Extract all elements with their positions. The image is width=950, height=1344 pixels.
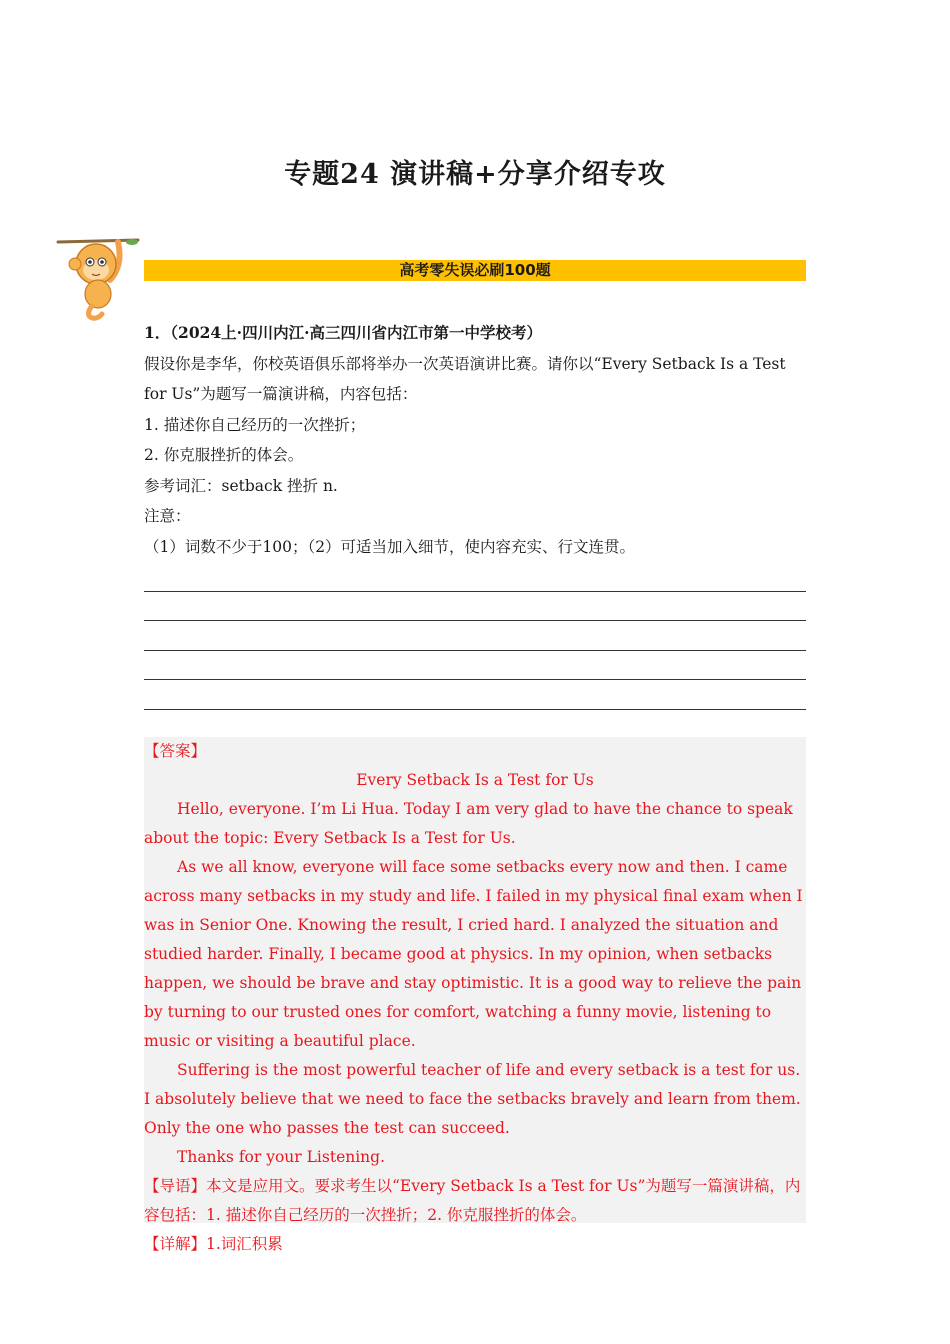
question-line: 假设你是李华，你校英语俱乐部将举办一次英语演讲比赛。请你以“Every Setback Is a Test for Us”为题写一篇演讲稿，内容包括：	[144, 354, 786, 403]
essay-paragraph: Hello, everyone. I’m Li Hua. Today I am very glad to have the chance to speak about the topic: Every Setback Is a Test for Us.	[144, 800, 793, 847]
page-title: 专题24 演讲稿+分享介绍专攻	[284, 159, 666, 190]
writing-line	[144, 651, 806, 681]
essay-paragraph: Thanks for your Listening.	[177, 1148, 386, 1166]
question-line: 参考词汇：setback 挫折 n.	[144, 476, 338, 495]
answer-writing-lines	[144, 562, 806, 739]
question-line: 注意：	[144, 507, 191, 525]
guide-text: 【导语】本文是应用文。要求考生以“Every Setback Is a Test for Us”为题写一篇演讲稿，内容包括：1. 描述你自己经历的一次挫折；2. 你克服挫折的体会。	[144, 1177, 801, 1224]
question-line: 2. 你克服挫折的体会。	[144, 446, 304, 464]
section-banner: 高考零失误必刷100题	[144, 260, 806, 281]
writing-line	[144, 710, 772, 740]
writing-line	[144, 592, 806, 622]
question-block	[144, 318, 806, 739]
answer-box	[144, 737, 806, 1253]
detail-text: 【详解】1.词汇积累	[144, 1235, 283, 1253]
answer-label: 【答案】	[144, 742, 207, 760]
writing-line	[144, 621, 806, 651]
essay-title: Every Setback Is a Test for Us	[356, 771, 594, 789]
question-line: 1. 描述你自己经历的一次挫折；	[144, 415, 366, 434]
question-line: （1）词数不少于100；（2）可适当加入细节，使内容充实、行文连贯。	[144, 537, 636, 556]
writing-line	[144, 562, 806, 592]
essay-paragraph: Suffering is the most powerful teacher of life and every setback is a test for us. I absolutely believe that we need to face the setbacks bravely and learn from them. Only the one who passes the test can succeed.	[144, 1061, 801, 1137]
question-header: 1．（2024上·四川内江·高三四川省内江市第一中学校考）	[144, 323, 542, 342]
essay-paragraph: As we all know, everyone will face some setbacks every now and then. I came across many setbacks in my study and life. I failed in my physical final exam when I was in Senior One. Knowing the result, I cried hard. I analyzed the situation and studied harder. Finally, I became good at physics. In my opinion, when setbacks happen, we should be brave and stay optimistic. It is a good way to relieve the pain by turning to our trusted ones for comfort, watching a funny movie, listening to music or visiting a beautiful place.	[144, 858, 803, 1050]
writing-line	[144, 680, 806, 710]
monkey-mascot-icon	[52, 228, 144, 324]
